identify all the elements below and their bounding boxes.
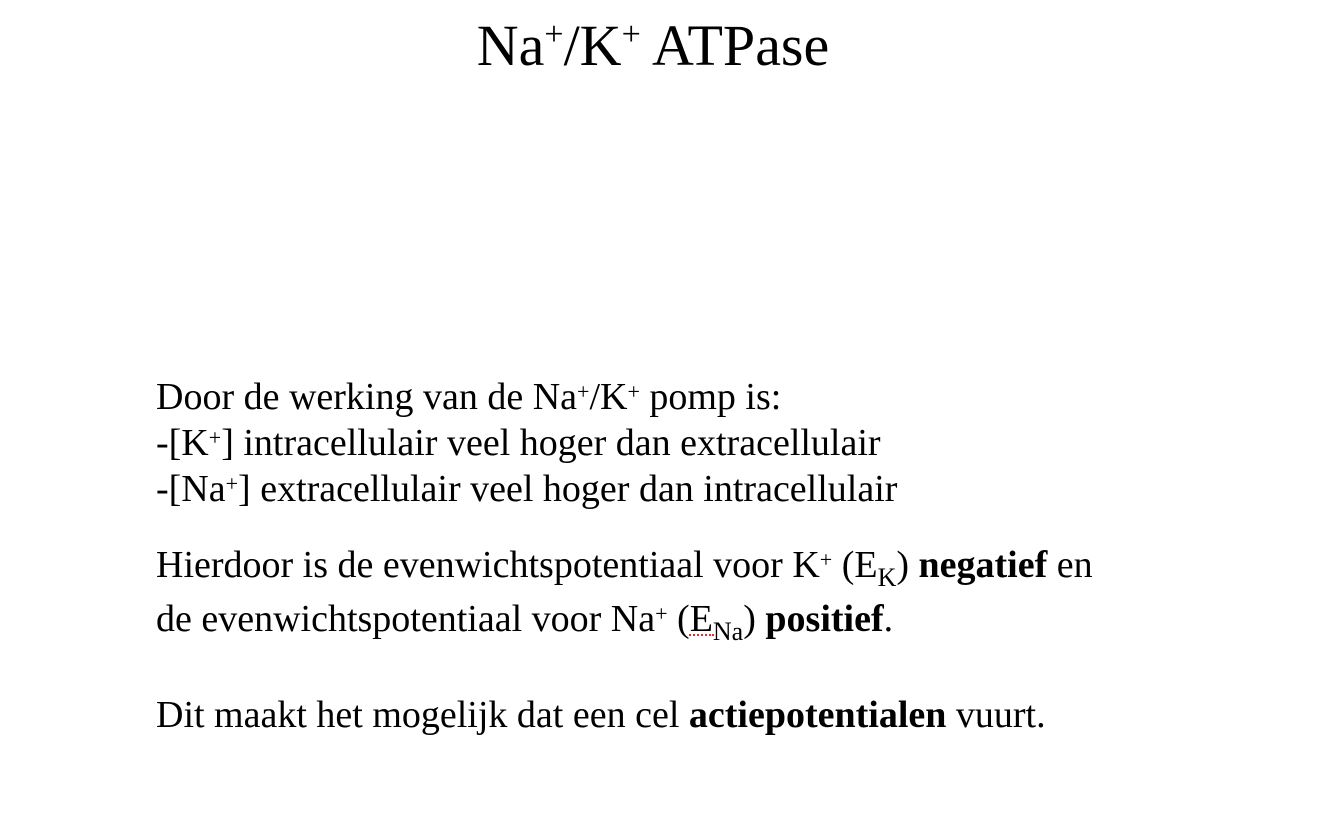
text-segment: ] extracellulair veel hoger dan intracellulair: [238, 468, 898, 510]
bold-positief: positief: [765, 598, 884, 640]
text-segment: ] intracellulair veel hoger dan extracellulair: [221, 422, 881, 464]
slide-body: [156, 374, 1316, 738]
text-segment: -[K: [156, 422, 209, 464]
superscript-plus: +: [208, 425, 222, 450]
subscript-k: K: [877, 563, 897, 592]
potassium-line: [156, 420, 1316, 466]
equilibrium-line-1: [156, 538, 1316, 592]
subscript-na: Na: [712, 617, 744, 646]
superscript-plus: +: [819, 547, 833, 572]
text-segment: (E: [832, 544, 878, 586]
superscript-plus: +: [627, 379, 640, 404]
text-segment: en: [1047, 544, 1093, 586]
title-superscript-plus: +: [621, 16, 641, 53]
text-segment: -[Na: [156, 468, 226, 510]
conclusion-paragraph: [156, 692, 1316, 738]
text-segment: ): [896, 544, 919, 586]
text-segment: /K: [589, 376, 628, 418]
superscript-plus: +: [655, 601, 668, 626]
text-segment: ): [743, 598, 766, 640]
text-segment: .: [883, 598, 894, 640]
text-segment: (: [667, 598, 690, 640]
equilibrium-paragraph: [156, 538, 1316, 646]
title-na: Na: [476, 13, 545, 78]
bold-negatief: negatief: [918, 544, 1048, 586]
text-segment: pomp is:: [639, 376, 782, 418]
pump-intro-line: [156, 374, 1316, 420]
pump-effect-paragraph: [156, 374, 1316, 512]
title-slash-k: /K: [563, 13, 622, 78]
bold-actiepotentialen: actiepotentialen: [688, 694, 947, 736]
text-segment: E: [689, 598, 713, 640]
superscript-plus: +: [225, 471, 239, 496]
conclusion-line: [156, 692, 1316, 738]
title-rest: ATPase: [640, 13, 830, 78]
text-segment: Dit maakt het mogelijk dat een cel: [156, 694, 689, 736]
equilibrium-line-2: [156, 592, 1316, 646]
text-segment: vuurt.: [946, 694, 1046, 736]
text-segment: Door de werking van de Na: [156, 376, 578, 418]
text-segment: de evenwichtspotentiaal voor Na: [156, 598, 656, 640]
title-superscript-plus: +: [544, 16, 564, 53]
slide-title: [0, 10, 1306, 82]
sodium-line: [156, 466, 1316, 512]
text-segment: Hierdoor is de evenwichtspotentiaal voor K: [156, 544, 820, 586]
spellcheck-flagged-word: [689, 598, 744, 646]
superscript-plus: +: [577, 379, 590, 404]
